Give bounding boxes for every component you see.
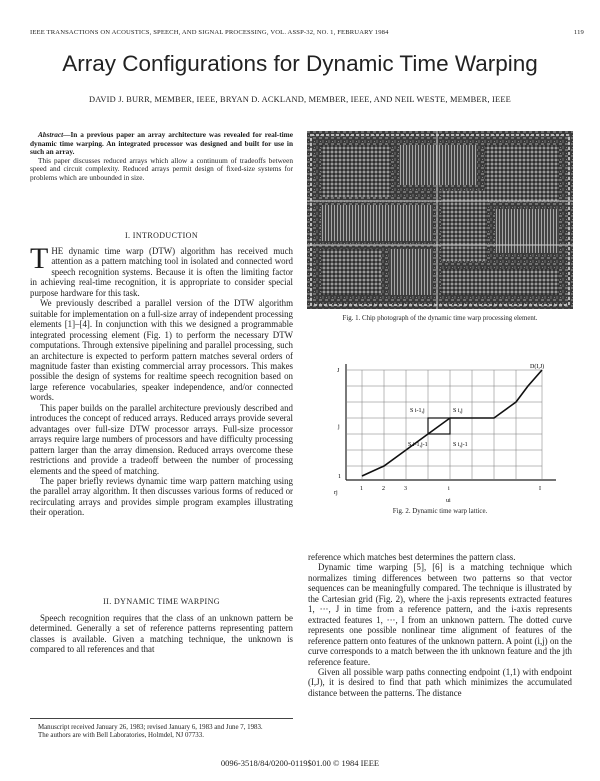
right-paragraph-3: Given all possible warp paths connecting endpoint (1,1) with endpoint (I,J), it is desired to find that path which minimizes the accumulated distance between the patterns. The distance <box>308 666 572 698</box>
dtw-body <box>30 613 293 655</box>
endpoint-label: D(I,J) <box>530 364 545 370</box>
intro-paragraph-2: We previously described a parallel version of the DTW algorithm suitable for implementation on a full-size array of independent processing elements [1]–[4]. In conjunction with this we designed a programmable integrated processing element (Fig. 1) to perform the necessary DTW computations. Through extensive pipelining and parallel processing, such an architecture is expected to perform pattern matches several orders of magnitude faster than existing commercial array processors. This makes possible the design of systems for realtime speech recognition based on large reference vocabularies, speaker independence, and/or connected words. <box>30 298 293 403</box>
x-tick-2: 2 <box>382 486 385 492</box>
footnote <box>30 718 293 740</box>
page-number: 119 <box>573 29 584 36</box>
abstract <box>30 131 293 183</box>
section-heading-introduction: I. INTRODUCTION <box>124 231 199 240</box>
intro-paragraph-4: The paper briefly reviews dynamic time warp pattern matching using the parallel array algorithm. It then discusses various forms of reduced or recirculating arrays and provides simple program examples illustrating their operation. <box>30 475 293 518</box>
y-side-label: rj <box>334 490 338 496</box>
x-axis-label: ui <box>446 498 451 504</box>
copyright-line: 0096-3518/84/0200-0119$01.00 © 1984 IEEE <box>220 758 380 768</box>
dtw-lattice-figure <box>332 360 562 506</box>
x-tick-1: 1 <box>360 486 363 492</box>
intro-paragraph-1-text: HE dynamic time warp (DTW) algorithm has received much attention as a pattern matching tool in isolated and connected word speech recognition systems. Because it is often the limiting factor in achieving real-time recognition, it is appropriate to consider special purpose hardware for this task. <box>30 246 293 298</box>
chip-photo-graphic <box>307 131 573 309</box>
chip-photograph <box>307 131 573 309</box>
abstract-paragraph-1 <box>30 131 293 157</box>
intro-paragraph-3: This paper builds on the parallel architecture previously described and introduces the concept of reduced arrays. Reduced arrays provide several advantages over full-size DTW processor arrays. Full-size processor arrays require large numbers of processors and have difficulty processing pattern larger than the array dimension. Reduced arrays overcome these restrictions and provide a tradeoff between the number of processing elements and the speed of matching. <box>30 402 293 476</box>
x-tick-3: 3 <box>404 486 407 492</box>
abstract-lead: Abstract <box>38 130 64 139</box>
right-paragraph-2: Dynamic time warping [5], [6] is a matching technique which normalizes timing differences between two patterns so that vector sequences can be meaningfully compared. The technique is illustrated by the Cartesian grid (Fig. 2), where the j-axis represents extracted features 1, ···, J in time from a reference pattern, and the i-axis represents extracted features 1, ···, I from an unknown pattern. The dotted curve represents one possible nonlinear time alignment of features of the reference pattern onto features of the unknown pattern. A point (i,j) on the curve corresponds to a match between the ith unknown feature and the jth reference feature. <box>308 562 572 667</box>
x-tick-I: I <box>539 486 541 492</box>
cell-label-lower-left: S i-1,j-1 <box>408 442 428 448</box>
introduction-body <box>30 242 293 518</box>
cell-label-upper-right: S i,j <box>453 408 463 414</box>
author-line: DAVID J. BURR, MEMBER, IEEE, BRYAN D. ACKLAND, MEMBER, IEEE, AND NEIL WESTE, MEMBER, IEEE <box>89 95 511 104</box>
running-head <box>30 29 584 41</box>
right-column-body <box>308 552 572 698</box>
right-paragraph-1: reference which matches best determines the pattern class. <box>308 552 516 562</box>
abstract-text-1: —In a previous paper an array architecture was revealed for real-time dynamic time warping. An integrated processor was designed and built for use in such an array. <box>30 130 293 157</box>
y-tick-J: J <box>337 368 340 374</box>
cell-label-upper-left: S i-1,j <box>410 408 425 414</box>
drop-cap: T <box>30 242 49 275</box>
footnote-affiliation: The authors are with Bell Laboratories, Holmdel, NJ 07733. <box>38 732 204 740</box>
y-tick-1: 1 <box>338 474 341 480</box>
x-tick-i: i <box>448 486 450 492</box>
dtw-lattice-graphic <box>332 360 562 506</box>
figure-2-caption: Fig. 2. Dynamic time warp lattice. <box>392 508 488 515</box>
footnote-received: Manuscript received January 26, 1983; revised January 6, 1983 and June 7, 1983. <box>38 724 263 731</box>
abstract-paragraph-2: This paper discusses reduced arrays which allow a continuum of tradeoffs between speed and circuit complexity. Reduced arrays permit design of fixed-size systems for problems which are unbounded in size. <box>30 155 293 182</box>
figure-1-caption: Fig. 1. Chip photograph of the dynamic time warp processing element. <box>342 315 538 322</box>
y-tick-j: j <box>338 424 340 430</box>
section-heading-dtw: II. DYNAMIC TIME WARPING <box>103 597 220 606</box>
dtw-paragraph-1: Speech recognition requires that the class of an unknown pattern be determined. Generally a set of reference patterns representing pattern classes is available. Given a matching technique, the unknown is compared to all references and that <box>30 613 293 655</box>
journal-header: IEEE TRANSACTIONS ON ACOUSTICS, SPEECH, AND SIGNAL PROCESSING, VOL. ASSP-32, NO. 1, FEBRUARY 1984 <box>30 29 389 36</box>
intro-paragraph-1 <box>30 242 293 298</box>
cell-label-lower-right: S i,j-1 <box>453 442 468 448</box>
paper-title: Array Configurations for Dynamic Time Warping <box>62 51 538 76</box>
lattice-grid <box>346 370 542 480</box>
